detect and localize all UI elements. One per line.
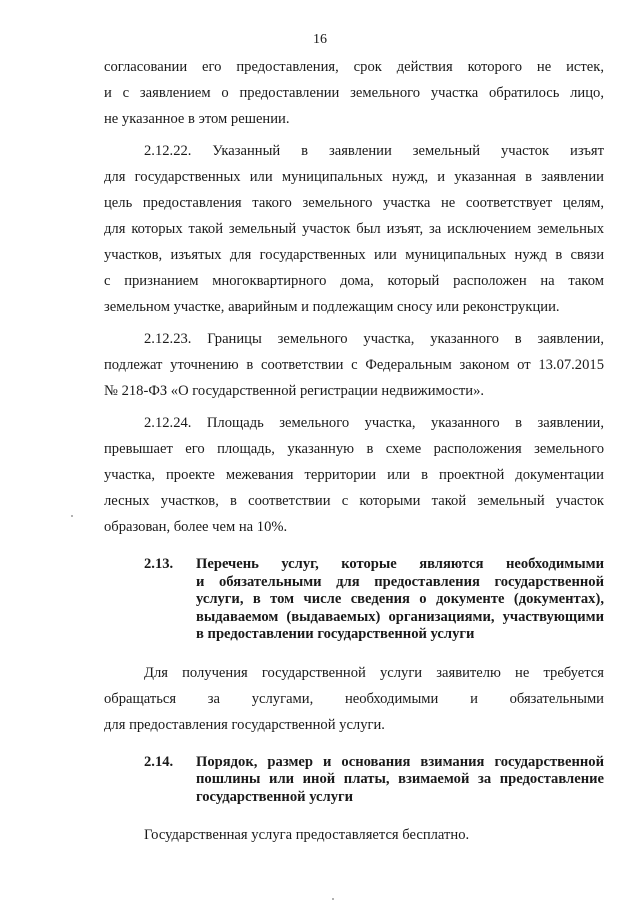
text-line: № 218-ФЗ «О государственной регистрации недвижимости».	[104, 383, 485, 399]
heading-line: выдаваемом (выдаваемых) организациями, участвующими	[196, 608, 604, 625]
text-line: и с заявлением о предоставлении земельного участка обратилось лицо,	[104, 85, 604, 101]
paragraph-continuation	[104, 54, 604, 132]
text-line: для государственных или муниципальных нужд, и указанная в заявлении	[104, 169, 604, 185]
section-heading-2-13	[104, 556, 604, 644]
text-line: лесных участков, в соответствии с которыми такой земельный участок	[104, 493, 604, 509]
text-line: обращаться за услугами, необходимыми и обязательными	[104, 690, 604, 707]
section-heading-2-14	[104, 754, 604, 807]
page-number: 16	[313, 32, 327, 47]
text-line: подлежат уточнению в соответствии с Федеральным законом от 13.07.2015	[104, 357, 604, 373]
heading-line: пошлины или иной платы, взимаемой за предоставление	[196, 771, 604, 787]
text-line: 2.12.22. Указанный в заявлении земельный участок изъят	[144, 143, 604, 159]
text-line: Для получения государственной услуги заявителю не требуется	[144, 664, 604, 681]
heading-line: государственной услуги	[196, 788, 354, 805]
text-line: цель предоставления такого земельного участка не соответствует целям,	[104, 195, 604, 211]
heading-line: и обязательными для предоставления государственной	[196, 573, 604, 590]
text-line: с признанием многоквартирного дома, который расположен на таком	[104, 273, 604, 289]
text-line: превышает его площадь, указанную в схеме расположения земельного	[104, 441, 604, 457]
heading-line: в предоставлении государственной услуги	[196, 626, 475, 642]
text-line: образован, более чем на 10%.	[104, 519, 288, 535]
paragraph-2-12-23	[104, 326, 604, 404]
paragraph-2-14-text	[104, 822, 604, 848]
text-line: согласовании его предоставления, срок действия которого не истек,	[104, 59, 604, 75]
text-line: участка, проекте межевания территории или в проектной документации	[104, 467, 604, 483]
text-line: Государственная услуга предоставляется бесплатно.	[144, 827, 470, 843]
text-line: для предоставления государственной услуги.	[104, 716, 385, 733]
heading-line: услуги, в том числе сведения о документе (документах),	[196, 591, 604, 607]
heading-line: Порядок, размер и основания взимания государственной	[196, 753, 604, 770]
paragraph-2-12-22	[104, 138, 604, 320]
scan-speck	[332, 898, 334, 900]
text-line: для которых такой земельный участок был изъят, за исключением земельных	[104, 221, 604, 237]
heading-line: Перечень услуг, которые являются необходимыми	[196, 556, 604, 572]
text-line: не указанное в этом решении.	[104, 111, 290, 127]
text-line: 2.12.24. Площадь земельного участка, указанного в заявлении,	[144, 415, 604, 431]
section-number: 2.13.	[144, 556, 174, 572]
text-line: 2.12.23. Границы земельного участка, указанного в заявлении,	[144, 331, 604, 347]
document-body	[104, 54, 604, 848]
section-title	[196, 754, 604, 807]
scan-speck	[71, 515, 73, 517]
paragraph-2-13-text	[104, 660, 604, 738]
text-line: земельном участке, аварийным и подлежащим сносу или реконструкции.	[104, 299, 560, 315]
paragraph-2-12-24	[104, 410, 604, 540]
section-title	[196, 556, 604, 644]
text-line: участков, изъятых для государственных или муниципальных нужд в связи	[104, 247, 604, 263]
section-number: 2.14.	[144, 753, 174, 770]
